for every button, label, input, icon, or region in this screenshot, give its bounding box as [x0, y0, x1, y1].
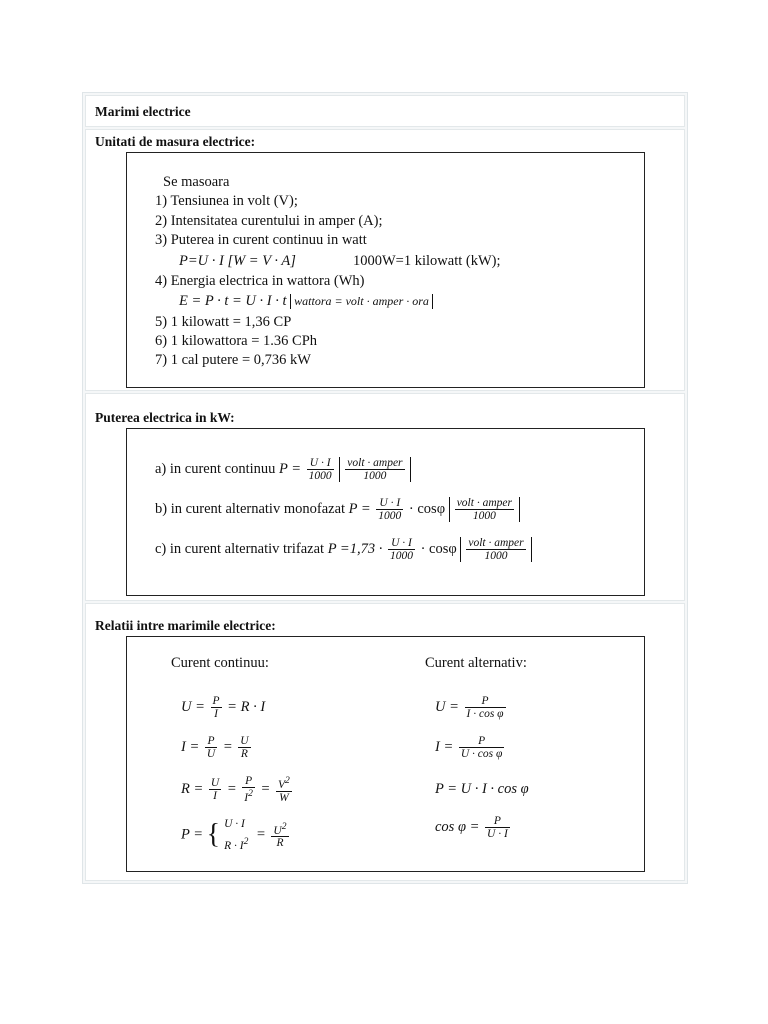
cos-phi: · cosφ: [420, 540, 457, 557]
content-panel: [82, 92, 688, 884]
section-power: [85, 393, 685, 601]
power-eq: P =: [279, 460, 302, 477]
units-item: 6) 1 kilowattora = 1.36 CPh: [155, 333, 318, 349]
power-figure: [126, 428, 645, 596]
fraction-ui: $\frac{U \cdot I}{1000}$: [378, 497, 402, 522]
relations-figure: [126, 636, 645, 872]
ac-formula-i: I = $\frac{P}{\text{U · cos φ}}$: [435, 735, 503, 760]
section-relations: [85, 603, 685, 881]
dc-formula-p: P = { U · I $R \cdot I^2$ = $\frac{U^2}{R}$: [181, 818, 287, 852]
energy-units: wattora = volt · amper · ora: [290, 294, 433, 309]
units-item: 1) Tensiunea in volt (V);: [155, 193, 298, 209]
ac-column-title: Curent alternativ:: [425, 655, 527, 671]
dc-formula-i: I = $\frac{P}{U}$ = $\frac{U}{R}$: [181, 735, 249, 760]
units-item: 4) Energia electrica in wattora (Wh): [155, 273, 365, 289]
ac-formula-cos: cos φ = $\frac{P}{U \cdot I}$: [435, 815, 508, 840]
units-intro: Se masoara: [163, 174, 230, 190]
section-units-heading: Unitati de masura electrice:: [95, 134, 256, 149]
units-item: 3) Puterea in curent continuu in watt: [155, 232, 367, 248]
unit-bracket: $\frac{\text{volt · amper}}{1000}$: [339, 457, 410, 482]
power-line-c: [155, 537, 532, 562]
power-b-label: b) in curent alternativ monofazat: [155, 500, 346, 517]
power-line-b: [155, 497, 520, 522]
energy-formula: [179, 293, 433, 310]
units-figure: [126, 152, 645, 388]
fraction-ui: $\frac{U \cdot I}{1000}$: [308, 457, 332, 482]
ac-formula-p: P = U · I · cos φ: [435, 781, 529, 797]
unit-bracket: $\frac{\text{volt · amper}}{1000}$: [460, 537, 531, 562]
units-item: 5) 1 kilowatt = 1,36 CP: [155, 314, 292, 330]
ac-formula-u: U = $\frac{P}{\text{I · cos φ}}$: [435, 695, 504, 720]
energy-formula-main: E = P · t = U · I · t: [179, 293, 287, 309]
power-eq-tri: P =1,73 ·: [327, 540, 383, 557]
power-line-a: [155, 457, 411, 482]
section-power-heading: Puterea electrica in kW:: [95, 410, 235, 425]
unit-bracket: $\frac{\text{volt · amper}}{1000}$: [449, 497, 520, 522]
units-item: 2) Intensitatea curentului in amper (A);: [155, 213, 383, 229]
power-eq: P =: [348, 500, 371, 517]
fraction-ui: $\frac{U \cdot I}{1000}$: [389, 537, 413, 562]
units-item: 7) 1 cal putere = 0,736 kW: [155, 352, 311, 368]
dc-column-title: Curent continuu:: [171, 655, 269, 671]
power-a-label: a) in curent continuu: [155, 460, 276, 477]
power-formula: P=U · I [W = V · A]: [179, 253, 296, 269]
cos-phi: · cosφ: [408, 500, 446, 517]
section-units: [85, 129, 685, 391]
kilowatt-note: 1000W=1 kilowatt (kW);: [353, 253, 501, 269]
dc-formula-u: U = $\frac{P}{I}$ = R · I: [181, 695, 266, 720]
power-c-label: c) in curent alternativ trifazat: [155, 540, 325, 557]
section-relations-heading: Relatii intre marimile electrice:: [95, 618, 276, 633]
title-row: [85, 95, 685, 127]
page-title: Marimi electrice: [95, 104, 191, 119]
dc-formula-r: R = $\frac{U}{I}$ = $\frac{P}{I^2}$ = $\frac{V^2}{W}$: [181, 775, 290, 804]
